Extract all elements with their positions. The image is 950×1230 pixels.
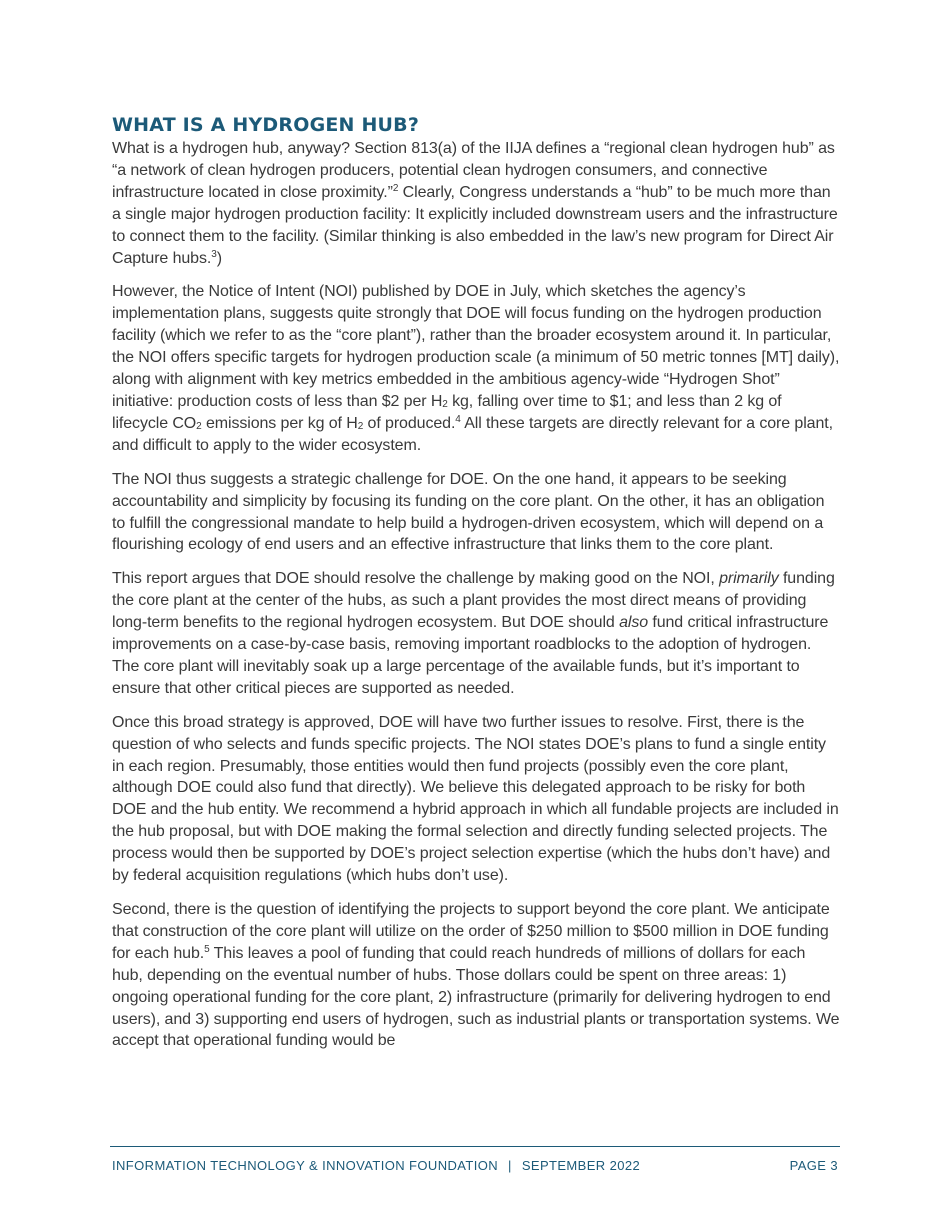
- p4-text-c: fund critical infrastructure improvements on a case-by-case basis, removing important roadblocks to the adoption of hydrogen. The core plant will inevitably soak up a large percentage of the available funds, but it’s important to ensure that other critical pieces are supported as needed.: [112, 614, 829, 697]
- footnote-ref-5[interactable]: 5: [204, 943, 210, 955]
- subscript: 2: [442, 398, 448, 410]
- paragraph-3: The NOI thus suggests a strategic challenge for DOE. On the one hand, it appears to be seeking accountability and simplicity by focusing its funding on the core plant. On the other, it has an obligation to fulfill the congressional mandate to help build a hydrogen-driven ecosystem, which will depend on a flourishing ecology of end users and an effective infrastructure that links them to the core plant.: [112, 470, 825, 554]
- p2-text-d: of produced.: [363, 414, 456, 432]
- footer-divider: [110, 1146, 840, 1147]
- paragraph-1: [112, 138, 840, 269]
- paragraph-6: [112, 899, 840, 1052]
- page-number: PAGE 3: [789, 1158, 838, 1173]
- paragraph-2: [112, 281, 840, 456]
- p6-text-b: This leaves a pool of funding that could reach hundreds of millions of dollars for each hub, depending on the eventual number of hubs. Those dollars could be spent on three areas: 1) ongoing operational funding for the core plant, 2) infrastructure (primarily for delivering hydrogen to end users), and 3) supporting end users of hydrogen, such as industrial plants or transportation systems. We accept that operational funding would be: [112, 944, 840, 1050]
- footer-org: INFORMATION TECHNOLOGY & INNOVATION FOUNDATION: [112, 1158, 499, 1173]
- emphasis-primarily: primarily: [719, 570, 779, 588]
- footnote-ref-3[interactable]: 3: [211, 248, 217, 260]
- footer-separator: |: [508, 1158, 512, 1173]
- p1-text-b: Clearly, Congress understands a “hub” to be much more than a single major hydrogen production facility: It explicitly included downstream users and the infrastructure to connect them to the facility. (Similar thinking is also embedded in the law’s new program for Direct Air Capture hubs.: [112, 183, 838, 267]
- footnote-ref-4[interactable]: 4: [455, 413, 461, 425]
- p1-text-c: ): [216, 249, 222, 267]
- paragraph-4: [112, 568, 840, 699]
- section-heading: WHAT IS A HYDROGEN HUB?: [112, 114, 420, 136]
- footer-date: SEPTEMBER 2022: [521, 1158, 641, 1173]
- p6-text-a: Second, there is the question of identifying the projects to support beyond the core plant. We anticipate that construction of the core plant will utilize on the order of $250 million to $500 million in DOE funding for each hub.: [112, 901, 830, 962]
- p2-text-a: However, the Notice of Intent (NOI) published by DOE in July, which sketches the agency’s implementation plans, suggests quite strongly that DOE will focus funding on the hydrogen production facility (which we refer to as the “core plant”), rather than the broader ecosystem around it. In particular, the NOI offers specific targets for hydrogen production scale (a minimum of 50 metric tonnes [MT] daily), along with alignment with key metrics embedded in the ambitious agency-wide “Hydrogen Shot” initiative: production costs of less than $2 per H: [112, 283, 840, 410]
- p4-text-a: This report argues that DOE should resolve the challenge by making good on the NOI,: [112, 570, 720, 588]
- subscript: 2: [357, 420, 364, 432]
- p2-text-b: kg, falling over time to $1; and less than 2 kg of lifecycle CO: [112, 392, 782, 432]
- p4-text-b: funding the core plant at the center of the hubs, as such a plant provides the most direct means of providing long-term benefits to the regional hydrogen ecosystem. But DOE should: [112, 570, 835, 632]
- p1-text-a: What is a hydrogen hub, anyway? Section 813(a) of the IIJA defines a “regional clean hydrogen hub” as “a network of clean hydrogen producers, potential clean hydrogen consumers, and connective infrastructure located in close proximity.”: [112, 140, 835, 201]
- subscript: 2: [196, 420, 202, 432]
- emphasis-also: also: [619, 614, 649, 632]
- document-body: [112, 114, 840, 1064]
- page-footer: [112, 1158, 838, 1173]
- paragraph-5: Once this broad strategy is approved, DOE will have two further issues to resolve. First, there is the question of who selects and funds specific projects. The NOI states DOE’s plans to fund a single entity in each region. Presumably, those entities would then fund projects (possibly even the core plant, although DOE could also fund that directly). We believe this delegated approach to be risky for both DOE and the hub entity. We recommend a hybrid approach in which all fundable projects are included in the hub proposal, but with DOE making the formal selection and directly funding selected projects. The process would then be supported by DOE’s project selection expertise (which the hubs don’t have) and by federal acquisition regulations (which hubs don’t use).: [112, 713, 839, 885]
- footer-left: [112, 1158, 640, 1173]
- p2-text-e: All these targets are directly relevant for a core plant, and difficult to apply to the wider ecosystem.: [112, 414, 833, 454]
- p2-text-c: emissions per kg of H: [201, 414, 358, 432]
- footnote-ref-2[interactable]: 2: [392, 182, 399, 194]
